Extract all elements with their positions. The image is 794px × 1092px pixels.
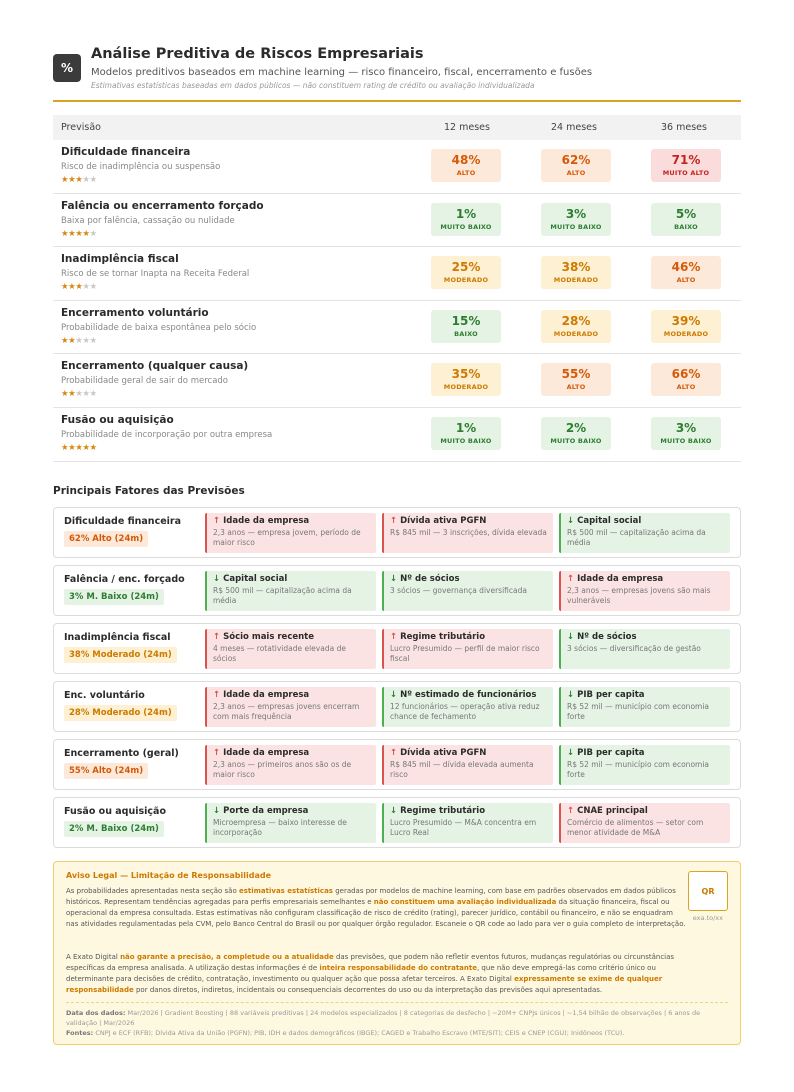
confidence-stars [61,389,97,399]
data-date-label: Data dos dados: [66,1009,126,1017]
star-icon: ★ [75,175,83,185]
factor-heading [213,806,370,816]
risk-level: ALTO [566,169,586,177]
risk-cell [651,203,721,236]
factor-description: Microempresa — baixo interesse de incorporação [213,818,347,837]
column-header-36m: 36 meses [661,122,707,133]
star-icon: ★ [82,282,90,293]
risk-percent: 3% [675,420,697,435]
arrow-up-icon: ↑ [390,748,398,758]
legal-emphasis: estimativas estatísticas [238,887,333,895]
arrow-up-icon: ↑ [213,690,221,700]
risk-level: MODERADO [553,276,599,285]
arrow-down-icon: ↓ [213,574,221,584]
risk-cell [431,203,501,236]
factor-description: 3 sócios — diversificação de gestão [567,644,701,653]
risk-percent: 25% [451,260,481,275]
star-icon: ★ [89,335,97,346]
factor-card-badge: 28% Moderado (24m) [64,705,177,721]
factor-item [559,513,730,553]
factor-heading [213,690,370,700]
arrow-down-icon: ↓ [567,748,575,758]
legal-paragraph-2 [66,952,686,996]
data-date-line [66,1008,728,1028]
legal-text: , que não deve empregá-las como critério único ou determinante para decisões de crédito, contratação, investimento ou qualquer ação que possa afetar terceiros. A Exato Digital [66,964,656,983]
risk-level: MUITO BAIXO [440,222,492,231]
factor-heading [567,806,724,816]
risk-level: ALTO [456,169,476,177]
factor-card-title: Inadimplência fiscal [64,632,171,643]
factor-title: PIB per capita [577,690,645,700]
disclaimer-note: Estimativas estatísticas baseadas em dados públicos — não constituem rating de crédito ou avaliação individualizada [91,81,535,90]
factor-card-title: Enc. voluntário [64,690,145,701]
factor-item [382,687,553,727]
factor-item [382,571,553,611]
star-icon: ★ [61,335,69,346]
factor-heading [390,632,547,642]
risk-percent: 66% [671,367,701,382]
risk-cell [541,149,611,182]
column-header-prediction: Previsão [61,122,101,133]
factor-description: 3 sócios — governança diversificada [390,586,527,595]
factor-description: R$ 500 mil — capitalização acima da média [213,586,352,605]
factor-heading [390,748,547,758]
arrow-down-icon: ↓ [390,574,398,584]
page-subtitle: Modelos preditivos baseados em machine learning — risco financeiro, fiscal, encerramento e fusões [91,67,593,78]
factor-card-title: Encerramento (geral) [64,748,179,759]
arrow-up-icon: ↑ [213,516,221,526]
factor-card-badge: 55% Alto (24m) [64,763,148,779]
legal-emphasis: expressamente se exime de qualquer responsabilidade [66,975,663,994]
risk-percent: 39% [671,313,701,328]
star-icon: ★ [82,442,90,453]
table-row [53,408,741,462]
factor-item [205,513,376,553]
prediction-description: Risco de inadimplência ou suspensão [61,162,221,172]
arrow-up-icon: ↑ [213,748,221,758]
factor-heading [567,632,724,642]
arrow-up-icon: ↑ [390,632,398,642]
prediction-description: Probabilidade geral de sair do mercado [61,376,229,387]
factor-title: Nº de sócios [400,574,460,584]
risk-percent: 15% [451,313,481,328]
prediction-description: Baixa por falência, cassação ou nulidade [61,215,235,226]
factor-heading [567,748,724,758]
risk-level: MUITO ALTO [662,169,710,177]
factor-card [53,797,741,848]
arrow-down-icon: ↓ [567,516,575,526]
factor-item [205,745,376,785]
risk-percent: 3% [565,206,587,221]
factor-description: 2,3 anos — primeiros anos são os de maior risco [213,760,352,779]
factor-description: 2,3 anos — empresas jovens são mais vulneráveis [567,586,711,605]
risk-level: ALTO [676,383,696,392]
sources-label: Fontes: [66,1029,94,1037]
arrow-down-icon: ↓ [390,806,398,816]
factor-card-badge: 3% M. Baixo (24m) [64,589,164,605]
star-icon: ★ [89,175,97,185]
factor-description: 12 funcionários — operação ativa reduz chance de fechamento [390,702,540,721]
table-row [53,354,741,408]
star-icon: ★ [61,442,69,453]
factor-item [205,687,376,727]
factor-card-title: Dificuldade financeira [64,516,182,527]
star-icon: ★ [61,282,69,293]
factor-item [382,513,553,553]
legal-emphasis: inteira responsabilidade do contratante [319,964,477,972]
star-icon: ★ [68,282,76,293]
prediction-name: Encerramento (qualquer causa) [61,360,249,373]
factor-title: CNAE principal [577,806,648,816]
prediction-name: Dificuldade financeira [61,146,191,158]
legal-notice [53,861,741,1045]
risk-cell [541,363,611,396]
risk-cell [651,363,721,396]
star-icon: ★ [61,228,69,239]
risk-percent: 1% [455,420,477,435]
legal-divider [66,1002,728,1003]
factor-heading [390,806,547,816]
factor-description: 2,3 anos — empresa jovem, período de maior risco [213,528,361,547]
star-icon: ★ [75,335,83,346]
star-icon: ★ [75,442,83,453]
risk-level: BAIXO [454,329,478,338]
factor-heading [390,690,547,700]
star-icon: ★ [89,282,97,293]
sources-text: CNPJ e ECF (RFB); Dívida Ativa da União (PGFN); PIB, IDH e dados demográficos (IBGE); CAGED e Trabalho Escravo (MTE/SIT); CEIS e CNEP (CGU); Inidôneos (TCU). [93,1029,625,1037]
table-row [53,301,741,355]
factor-title: Idade da empresa [223,516,310,526]
factor-item [559,571,730,611]
risk-level: BAIXO [674,222,698,231]
factor-description: Lucro Presumido — M&A concentra em Lucro Real [390,818,537,837]
star-icon: ★ [75,389,83,400]
confidence-stars [61,229,97,239]
risk-cell [651,256,721,289]
column-header-12m: 12 meses [444,122,490,133]
factor-title: Idade da empresa [577,574,664,584]
star-icon: ★ [82,228,90,239]
risk-percent: 1% [455,206,477,221]
factor-card [53,681,741,732]
star-icon: ★ [68,228,76,239]
prediction-name: Encerramento voluntário [61,306,209,319]
factor-heading [390,516,547,526]
star-icon: ★ [75,282,83,293]
factor-title: Idade da empresa [223,690,310,700]
factor-item [205,629,376,669]
risk-level: MODERADO [663,329,709,338]
factor-item [559,803,730,843]
factor-item [559,745,730,785]
star-icon: ★ [89,442,97,453]
risk-level: MUITO BAIXO [550,222,602,231]
risk-cell [431,256,501,289]
risk-level: ALTO [676,276,696,285]
factor-heading [213,748,370,758]
percent-logo-icon: % [53,54,81,82]
risk-cell [541,417,611,450]
risk-percent: 48% [451,153,481,167]
data-date-text: Mar/2026 | Gradient Boosting | 88 variáveis preditivas | 24 modelos especializados | 8 categorias de desfecho | ~20M+ CNPJs únicos | ~1,54 bilhão de observações | 6 anos de validação | Mar/2026 [66,1009,701,1027]
risk-level: MUITO BAIXO [660,436,712,445]
star-icon: ★ [68,335,76,346]
factor-item [382,803,553,843]
legal-emphasis: não garante a precisão, a completude ou a atualidade [120,953,334,961]
risk-cell [541,203,611,236]
factor-title: Dívida ativa PGFN [400,516,487,526]
star-icon: ★ [68,175,76,185]
factor-item [205,571,376,611]
factor-description: Lucro Presumido — perfil de maior risco fiscal [390,644,540,663]
risk-cell [651,310,721,343]
factor-heading [567,690,724,700]
factor-heading [390,574,547,584]
table-row [53,140,741,194]
factor-description: R$ 52 mil — município com economia forte [567,702,710,721]
star-icon: ★ [82,175,90,185]
prediction-description: Probabilidade de baixa espontânea pelo sócio [61,322,257,333]
factor-card [53,623,741,674]
arrow-up-icon: ↑ [390,516,398,526]
legal-emphasis: não constituem uma avaliação individualizada [373,898,557,906]
column-header-24m: 24 meses [551,122,597,133]
factor-description: R$ 500 mil — capitalização acima da média [567,528,706,547]
risk-cell [541,256,611,289]
star-icon: ★ [75,228,83,239]
arrow-down-icon: ↓ [567,690,575,700]
star-icon: ★ [68,389,76,400]
factor-description: R$ 845 mil — 3 inscrições, dívida elevada [390,528,547,537]
risk-percent: 55% [561,367,591,382]
legal-paragraph-1 [66,886,686,930]
arrow-up-icon: ↑ [567,806,575,816]
factor-description: Comércio de alimentos — setor com menor atividade de M&A [567,818,704,837]
page-title: Análise Preditiva de Riscos Empresariais [91,46,424,62]
confidence-stars [61,175,97,185]
legal-text: geradas por modelos de machine learning, com base em padrões observados em dados públicos históricos. Representam tendências agregadas para perfis empresariais semelhantes e [66,887,676,906]
star-icon: ★ [61,175,69,185]
star-icon: ★ [82,335,90,346]
factor-heading [567,574,724,584]
star-icon: ★ [89,389,97,400]
prediction-name: Falência ou encerramento forçado [61,199,264,212]
factor-heading [213,574,370,584]
legal-title: Aviso Legal — Limitação de Responsabilidade [66,871,272,880]
legal-text: da situação financeira, fiscal ou operacional da empresa consultada. Estas estimativas não configuram classificação de risco de crédito (rating), parecer jurídico, contábil ou financeiro, e não se enquadram nas atividades regulamentadas pela CVM, pelo Banco Central do Brasil ou por qualquer órgão regulador. Escaneie o QR code ao lado para ver o guia completo de interpretação. [66,898,686,928]
risk-percent: 38% [561,260,591,275]
risk-percent: 71% [671,153,701,167]
legal-text: A Exato Digital [66,953,121,961]
arrow-up-icon: ↑ [213,632,221,642]
arrow-down-icon: ↓ [567,632,575,642]
factor-card-title: Falência / enc. forçado [64,574,185,585]
factor-description: 4 meses — rotatividade elevada de sócios [213,644,346,663]
factor-description: R$ 845 mil — dívida elevada aumenta risco [390,760,534,779]
prediction-description: Risco de se tornar Inapta na Receita Federal [61,269,250,280]
factor-title: PIB per capita [577,748,645,758]
risk-percent: 5% [675,206,697,221]
factor-item [382,745,553,785]
star-icon: ★ [61,389,69,400]
factor-title: Capital social [223,574,288,584]
risk-level: MODERADO [553,329,599,338]
prediction-name: Inadimplência fiscal [61,253,179,266]
risk-cell [431,149,501,182]
prediction-description: Probabilidade de incorporação por outra empresa [61,429,273,440]
factor-description: R$ 52 mil — município com economia forte [567,760,710,779]
predictions-table [53,115,741,462]
legal-text: das previsões, que podem não refletir eventos futuros, mudanças regulatórias ou circunstâncias específicas da empresa analisada. A utilização destas informações é de [66,953,675,972]
star-icon: ★ [82,389,90,400]
risk-level: ALTO [566,383,586,392]
risk-level: MODERADO [443,383,489,392]
star-icon: ★ [68,442,76,453]
sources-line [66,1028,728,1038]
arrow-up-icon: ↑ [567,574,575,584]
factor-card [53,565,741,616]
arrow-down-icon: ↓ [390,690,398,700]
risk-cell [431,363,501,396]
factor-card [53,739,741,790]
factor-description: 2,3 anos — empresas jovens encerram com mais frequência [213,702,360,721]
risk-cell [541,310,611,343]
legal-text: por danos diretos, indiretos, incidentais ou consequenciais decorrentes do uso ou da interpretação das previsões aqui apresentadas. [133,986,603,994]
factor-card-title: Fusão ou aquisição [64,806,166,817]
header-divider [53,100,741,102]
factor-card-badge: 2% M. Baixo (24m) [64,821,164,837]
table-row [53,247,741,301]
factor-heading [213,632,370,642]
factor-item [205,803,376,843]
risk-percent: 2% [565,420,587,435]
risk-percent: 46% [671,260,701,275]
confidence-stars [61,443,97,453]
factor-title: Capital social [577,516,642,526]
factor-heading [567,516,724,526]
risk-percent: 35% [451,367,481,382]
factor-title: Idade da empresa [223,748,310,758]
factors-section-title: Principais Fatores das Previsões [53,485,245,497]
prediction-name: Fusão ou aquisição [61,413,174,426]
risk-level: MUITO BAIXO [440,436,492,445]
table-header [53,115,741,140]
qr-code[interactable]: QR [688,871,728,911]
factor-title: Nº estimado de funcionários [400,690,537,700]
risk-cell [431,310,501,343]
factor-heading [213,516,370,526]
factor-title: Nº de sócios [577,632,637,642]
risk-level: MODERADO [443,276,489,285]
factor-card-badge: 62% Alto (24m) [64,531,148,547]
confidence-stars [61,336,97,346]
arrow-down-icon: ↓ [213,806,221,816]
factor-title: Porte da empresa [223,806,309,816]
factor-title: Sócio mais recente [223,632,315,642]
factor-card-badge: 38% Moderado (24m) [64,647,177,663]
risk-percent: 62% [561,153,591,167]
factor-item [559,687,730,727]
qr-url[interactable]: exa.to/xx [692,914,723,922]
factor-title: Regime tributário [400,806,486,816]
risk-cell [651,149,721,182]
table-row [53,194,741,248]
legal-text: As probabilidades apresentadas nesta seção são [66,887,239,895]
factor-item [559,629,730,669]
factor-card [53,507,741,558]
factor-title: Regime tributário [400,632,486,642]
risk-cell [431,417,501,450]
star-icon: ★ [89,228,97,239]
confidence-stars [61,282,97,292]
factor-item [382,629,553,669]
factor-title: Dívida ativa PGFN [400,748,487,758]
risk-percent: 28% [561,313,591,328]
risk-cell [651,417,721,450]
risk-level: MUITO BAIXO [550,436,602,445]
